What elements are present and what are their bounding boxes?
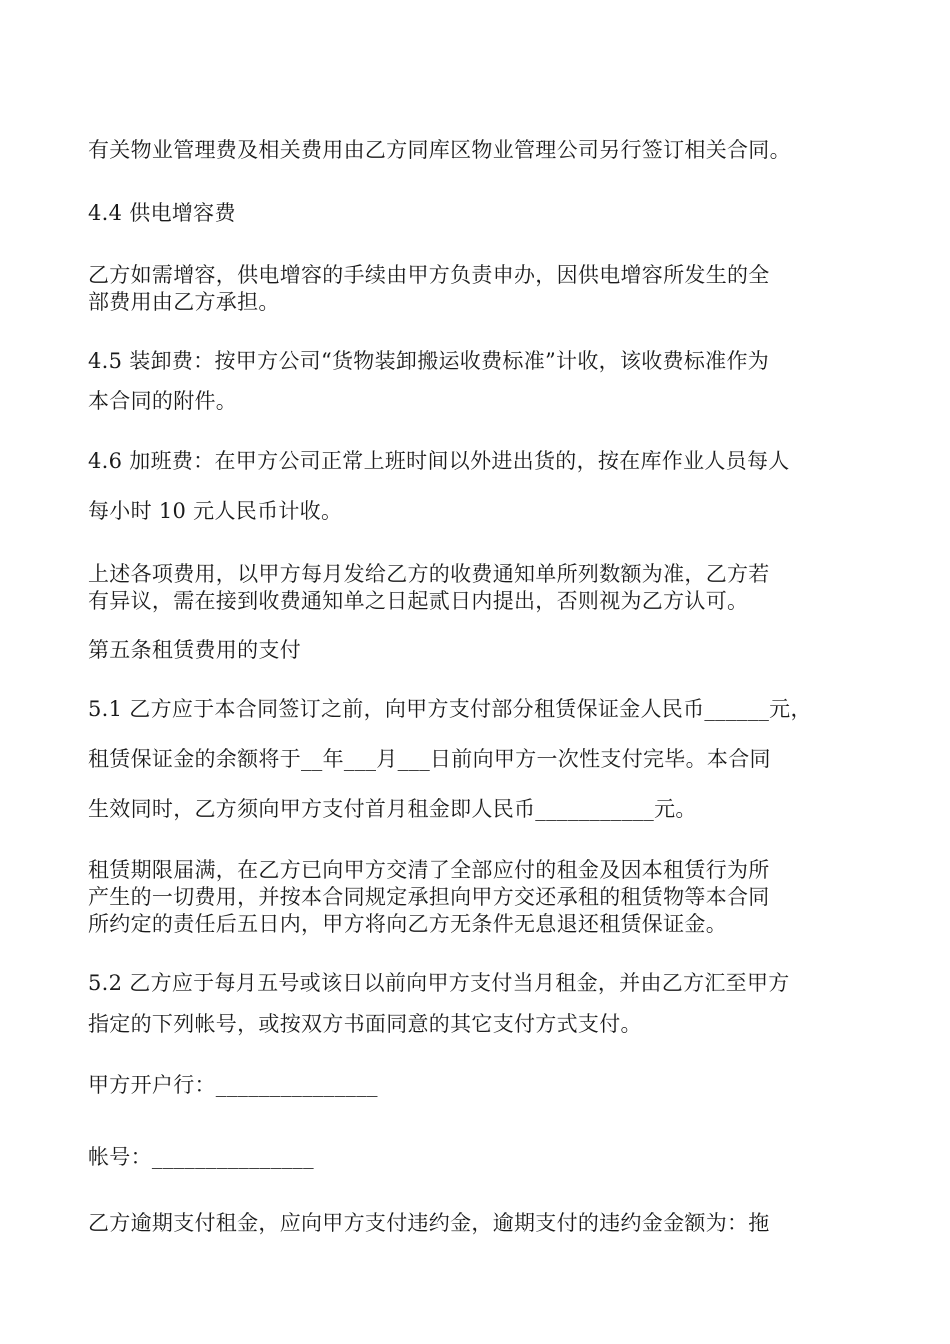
section-heading: 第五条租赁费用的支付: [88, 638, 301, 662]
text-line: 指定的下列帐号，或按双方书面同意的其它支付方式支付。: [88, 1012, 642, 1036]
text-line: 乙方如需增容，供电增容的手续由甲方负责申办，因供电增容所发生的全: [88, 263, 770, 287]
text-line: 生效同时，乙方须向甲方支付首月租金即人民币___________元。: [88, 797, 697, 821]
text-line: 4.5 装卸费：按甲方公司“货物装卸搬运收费标准”计收，该收费标准作为: [88, 349, 770, 373]
text-line: 有异议，需在接到收费通知单之日起贰日内提出，否则视为乙方认可。: [88, 589, 749, 613]
text-line: 5.1 乙方应于本合同签订之前，向甲方支付部分租赁保证金人民币______元，: [88, 697, 812, 721]
text-line: 乙方逾期支付租金，应向甲方支付违约金，逾期支付的违约金金额为：拖: [88, 1211, 770, 1235]
text-line: 本合同的附件。: [88, 389, 238, 413]
section-heading: 4.4 供电增容费: [88, 201, 236, 225]
text-line: 租赁期限届满，在乙方已向甲方交清了全部应付的租金及因本租赁行为所: [88, 858, 770, 882]
text-line: 所约定的责任后五日内，甲方将向乙方无条件无息退还租赁保证金。: [88, 912, 727, 936]
bank-field-line: 甲方开户行：_______________: [88, 1073, 378, 1097]
text-line: 有关物业管理费及相关费用由乙方同库区物业管理公司另行签订相关合同。: [88, 138, 791, 162]
text-line: 上述各项费用，以甲方每月发给乙方的收费通知单所列数额为准，乙方若: [88, 562, 770, 586]
text-line: 每小时 10 元人民币计收。: [88, 499, 343, 523]
text-line: 产生的一切费用，并按本合同规定承担向甲方交还承租的租赁物等本合同: [88, 885, 770, 909]
text-line: 部费用由乙方承担。: [88, 290, 280, 314]
text-line: 租赁保证金的余额将于__年___月___日前向甲方一次性支付完毕。本合同: [88, 747, 771, 771]
account-field-line: 帐号：_______________: [88, 1145, 314, 1169]
text-line: 5.2 乙方应于每月五号或该日以前向甲方支付当月租金，并由乙方汇至甲方: [88, 971, 790, 995]
text-line: 4.6 加班费：在甲方公司正常上班时间以外进出货的，按在库作业人员每人: [88, 449, 790, 473]
